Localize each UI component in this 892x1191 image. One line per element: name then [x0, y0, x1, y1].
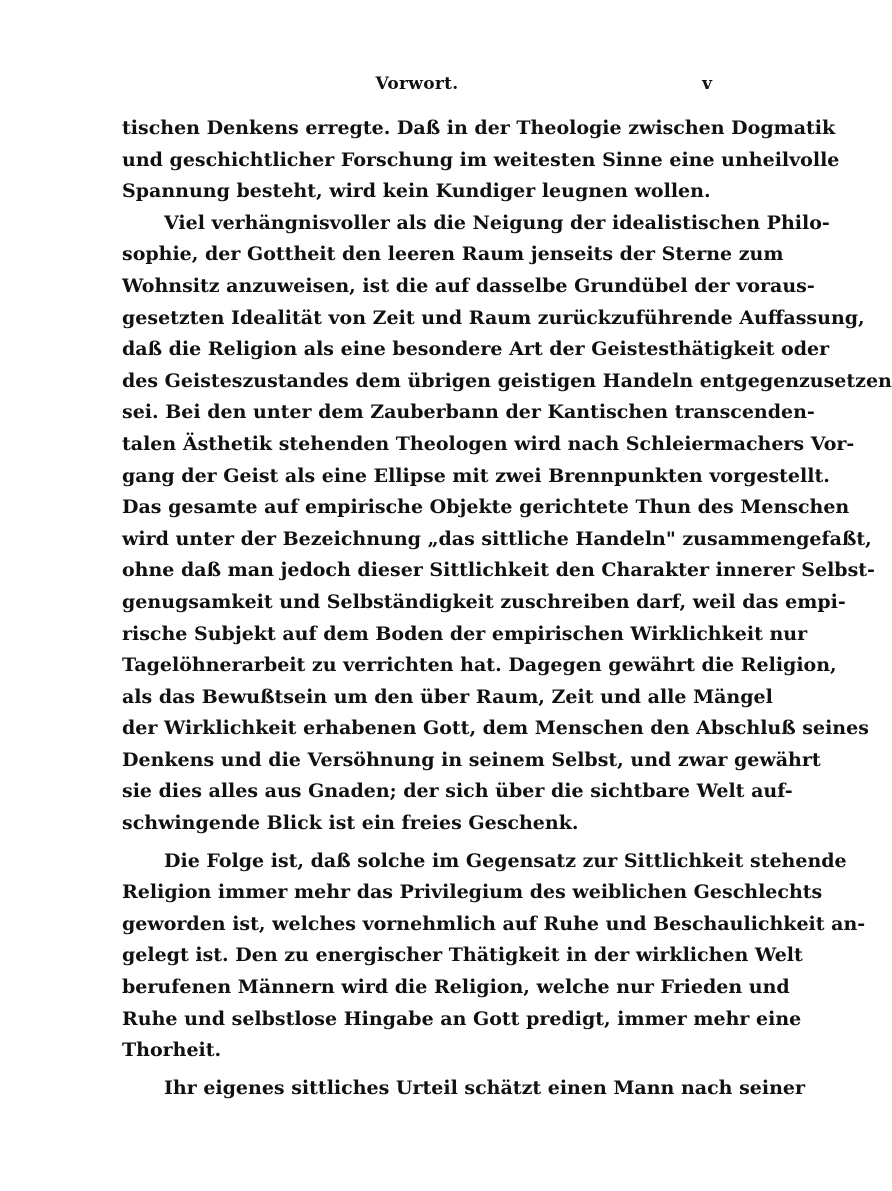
text-line: geworden ist, welches vornehmlich auf Ruhe und Beschaulichkeit an-	[122, 912, 866, 935]
text-line: Wohnsitz anzuweisen, ist die auf dasselbe Grundübel der voraus-	[122, 274, 815, 297]
text-line: tischen Denkens erregte. Daß in der Theologie zwischen Dogmatik	[122, 117, 836, 139]
text-line: talen Ästhetik stehenden Theologen wird nach Schleiermachers Vor-	[122, 432, 855, 455]
text-line: des Geisteszustandes dem übrigen geistigen Handeln entgegenzusetzen	[122, 369, 892, 392]
text-line: genugsamkeit und Selbständigkeit zuschreiben darf, weil das empi-	[122, 590, 846, 613]
text-line: sei. Bei den unter dem Zauberbann der Kantischen transcenden-	[122, 401, 815, 424]
text-line: Religion immer mehr das Privilegium des weiblichen Geschlechts	[122, 881, 823, 904]
text-line: rische Subjekt auf dem Boden der empirischen Wirklichkeit nur	[122, 622, 808, 645]
text-line: gesetzten Idealität von Zeit und Raum zurückzuführende Auffassung,	[122, 306, 865, 329]
text-line: Ruhe und selbstlose Hingabe an Gott predigt, immer mehr eine	[122, 1007, 802, 1030]
text-line: Die Folge ist, daß solche im Gegensatz zur Sittlichkeit stehende	[164, 849, 847, 872]
text-line: der Wirklichkeit erhabenen Gott, dem Menschen den Abschluß seines	[122, 717, 869, 740]
text-line: Ihr eigenes sittliches Urteil schätzt einen Mann nach seiner	[164, 1076, 806, 1099]
running-head: Vorwort.	[375, 74, 459, 94]
text-line: gelegt ist. Den zu energischer Thätigkeit in der wirklichen Welt	[122, 944, 803, 967]
page-header	[122, 74, 712, 100]
text-line: gang der Geist als eine Ellipse mit zwei Brennpunkten vorgestellt.	[122, 464, 830, 487]
text-line: als das Bewußtsein um den über Raum, Zeit und alle Mängel	[122, 685, 773, 708]
text-line: sie dies alles aus Gnaden; der sich über die sichtbare Welt auf-	[122, 780, 793, 803]
text-line: Denkens und die Versöhnung in seinem Selbst, und zwar gewährt	[122, 748, 821, 771]
text-line: sophie, der Gottheit den leeren Raum jenseits der Sterne zum	[122, 243, 784, 266]
text-line: ohne daß man jedoch dieser Sittlichkeit den Charakter innerer Selbst-	[122, 559, 875, 582]
text-line: Thorheit.	[122, 1039, 222, 1062]
page-number: v	[702, 74, 712, 94]
text-line: Das gesamte auf empirische Objekte gerichtete Thun des Menschen	[122, 496, 850, 519]
text-line: schwingende Blick ist ein freies Geschenk.	[122, 812, 579, 835]
text-line: Tagelöhnerarbeit zu verrichten hat. Dagegen gewährt die Religion,	[122, 654, 837, 677]
text-line: wird unter der Bezeichnung „das sittliche Handeln" zusammengefaßt,	[122, 527, 872, 550]
text-body	[122, 113, 892, 1104]
text-line: Spannung besteht, wird kein Kundiger leugnen wollen.	[122, 180, 711, 203]
text-line: Viel verhängnisvoller als die Neigung der idealistischen Philo-	[164, 211, 830, 234]
text-line: berufenen Männern wird die Religion, welche nur Frieden und	[122, 976, 790, 999]
text-line: daß die Religion als eine besondere Art der Geistesthätigkeit oder	[122, 338, 830, 361]
text-line: und geschichtlicher Forschung im weitesten Sinne eine unheilvolle	[122, 148, 840, 171]
